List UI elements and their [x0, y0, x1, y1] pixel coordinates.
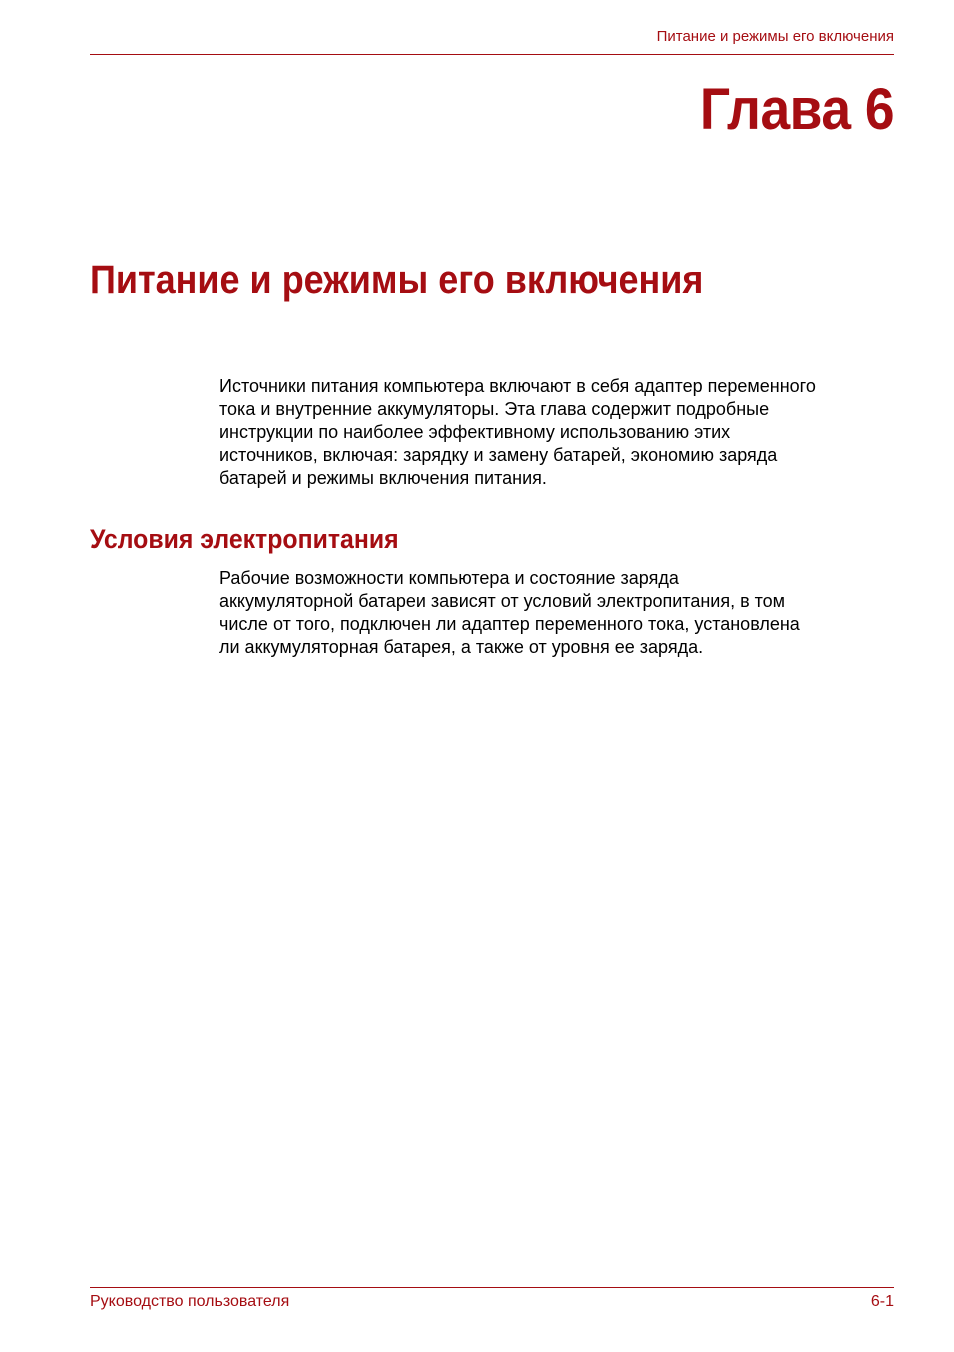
intro-line: источников, включая: зарядку и замену батарей, экономию заряда — [219, 445, 778, 465]
chapter-number: Глава 6 — [699, 77, 894, 142]
intro-paragraph — [219, 375, 899, 490]
chapter-title: Питание и режимы его включения — [90, 258, 704, 302]
header-divider — [90, 54, 894, 55]
intro-line: батарей и режимы включения питания. — [219, 468, 547, 488]
footer-manual-title: Руководство пользователя — [90, 1293, 290, 1310]
intro-line: тока и внутренние аккумуляторы. Эта глава содержит подробные — [219, 399, 770, 419]
section-line: числе от того, подключен ли адаптер переменного тока, установлена — [219, 614, 800, 634]
footer-divider — [90, 1287, 894, 1288]
intro-line: инструкции по наиболее эффективному использованию этих — [219, 422, 731, 442]
section-line: Рабочие возможности компьютера и состояние заряда — [219, 568, 679, 588]
section-heading: Условия электропитания — [90, 524, 399, 554]
running-header: Питание и режимы его включения — [656, 28, 894, 45]
page-number: 6-1 — [870, 1293, 894, 1310]
intro-line: Источники питания компьютера включают в себя адаптер переменного — [219, 376, 816, 396]
section-line: аккумуляторной батареи зависят от условий электропитания, в том — [219, 591, 786, 611]
section-paragraph — [219, 567, 899, 659]
section-line: ли аккумуляторная батарея, а также от уровня ее заряда. — [219, 637, 704, 657]
